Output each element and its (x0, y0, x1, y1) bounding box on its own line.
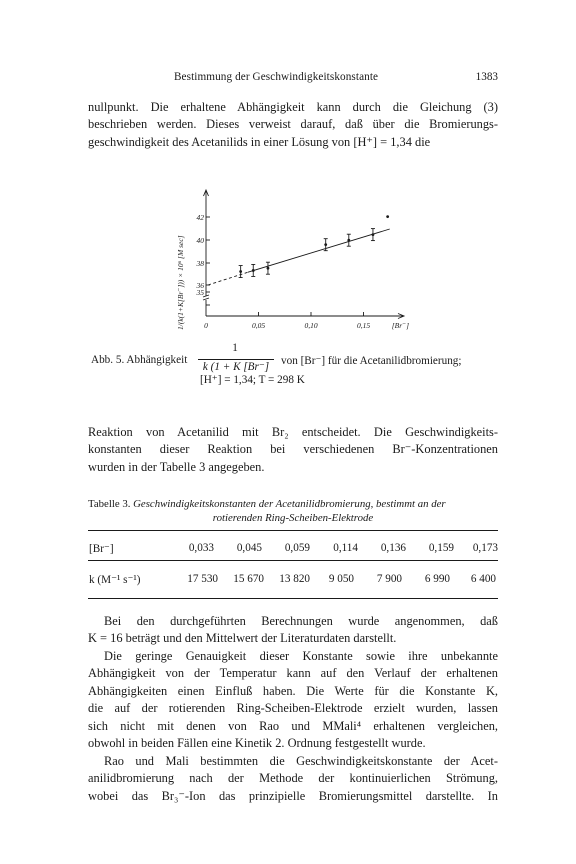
table-caption (88, 497, 498, 525)
caption-suffix: von [Br⁻] für die Acetanilidbromierung; (281, 355, 462, 367)
y-tick-label: 40 (196, 236, 204, 245)
running-header (88, 71, 498, 87)
paragraph-accuracy (88, 648, 498, 752)
table-cell: 0,059 (284, 542, 310, 554)
table-cell: 0,173 (472, 542, 498, 554)
y-tick-label: 35 (196, 288, 204, 297)
text-line: Die geringe Genauigkeit dieser Konstante sowie ihre unbekannte (104, 649, 498, 663)
table-rule-mid (88, 560, 498, 561)
page-number: 1383 (475, 71, 498, 83)
table-cell: 9 050 (328, 573, 354, 585)
table-row (88, 573, 498, 589)
x-axis-label: [Br⁻] (391, 321, 410, 330)
x-axis-arrow (398, 314, 404, 319)
table-cell: 0,045 (236, 542, 262, 554)
text-line: sich nicht mit denen von Rao und MMali⁴ erhaltenen vergleichen, (88, 718, 498, 733)
table-caption-text: rotierenden Ring-Scheiben-Elektrode (212, 512, 374, 524)
x-tick-label: 0,15 (356, 321, 371, 330)
data-point (324, 243, 327, 246)
table-cell: 15 670 (233, 573, 264, 585)
text-line: Abhängigkeit von der Temperatur kann auf den Verlauf der erhaltenen (88, 666, 498, 681)
data-point (267, 267, 270, 270)
y-tick-label: 42 (196, 213, 204, 222)
table-rule-top (88, 530, 498, 531)
paragraph-intro (88, 99, 498, 151)
paragraph-assumption (88, 613, 498, 648)
data-point (386, 215, 389, 218)
x-tick-label: 0,05 (251, 321, 266, 330)
text-line: die auf der rotierenden Ring-Scheiben-Elektrode erzielt wurden, lassen (88, 701, 498, 716)
table-caption-text: Geschwindigkeitskonstanten der Acetanilidbromierung, bestimmt an der (133, 498, 446, 510)
text-line: anilidbromierung nach der Methode der kontinuierlichen Strömung, (88, 771, 498, 786)
table-cell: 0,159 (428, 542, 454, 554)
x-tick-label: 0,10 (304, 321, 318, 330)
text-line: wurden in der Tabelle 3 angegeben. (88, 459, 265, 474)
table-cell: 0,114 (333, 542, 358, 554)
table-row-label: k (M⁻¹ s⁻¹) (89, 574, 141, 586)
data-point (252, 269, 255, 272)
text-line: Abhängigkeiten einen Einfluß haben. Die Werte für die Konstante K, (88, 683, 498, 698)
text-line: beschrieben werden. Dieses verweist darauf, daß über die Bromierungs- (88, 117, 498, 132)
table-cell: 13 820 (279, 573, 310, 585)
data-point (347, 239, 350, 242)
y-tick-label: 36 (196, 281, 204, 290)
text-line: Rao und Mali bestimmten die Geschwindigkeitskonstante der Acet- (104, 754, 498, 768)
caption-numerator: 1 (232, 342, 238, 354)
text-line: konstanten dieser Reaktion bei verschiedenen Br⁻-Konzentrationen (88, 442, 498, 457)
table-caption-prefix: Tabelle 3. (88, 498, 131, 510)
table-cell: 6 990 (424, 573, 450, 585)
text-line: nullpunkt. Die erhaltene Abhängigkeit kann durch die Gleichung (3) (88, 100, 498, 114)
fit-line (248, 229, 390, 272)
x-tick-label: 0 (204, 321, 208, 330)
caption-denominator: k (1 + K [Br⁻] (202, 361, 270, 373)
table-row-label: [Br⁻] (89, 543, 114, 555)
figure-caption (88, 338, 498, 388)
caption-prefix: Abb. 5. Abhängigkeit (91, 354, 188, 366)
paragraph-reaction (88, 424, 498, 476)
axis-break-mark (203, 298, 209, 300)
table-cell: 7 900 (376, 573, 402, 585)
text-line: wobei das Br₃⁻-Ion das prinzipielle Bromierungsmittel darstellte. In (88, 788, 498, 803)
table-row (88, 542, 498, 558)
text-line: Reaktion von Acetanilid mit Br₂ entscheidet. Die Geschwindigkeits- (88, 425, 498, 439)
paragraph-rao-mali (88, 753, 498, 805)
text-line: Bei den durchgeführten Berechnungen wurde angenommen, daß (104, 614, 498, 628)
caption-conditions: [H⁺] = 1,34; T = 298 K (200, 374, 305, 386)
data-point (372, 233, 375, 236)
text-line: K = 16 beträgt und den Mittelwert der Literaturdaten darstellt. (88, 631, 397, 646)
fit-line-dashed (208, 272, 248, 285)
data-point (239, 270, 242, 273)
table-cell: 6 400 (470, 573, 496, 585)
y-tick-label: 38 (196, 259, 204, 268)
y-axis-arrow (204, 190, 209, 196)
table-cell: 17 530 (187, 573, 218, 585)
table-rule-bottom (88, 598, 498, 599)
text-line: geschwindigkeit des Acetanilids in einer Lösung von [H⁺] = 1,34 die (88, 134, 431, 149)
axis-break-mark (203, 295, 209, 297)
table-cell: 0,136 (380, 542, 406, 554)
y-axis-label: 1/(k(1+K[Br⁻])) × 10⁶ [M sec] (176, 235, 185, 330)
text-line: obwohl in beiden Fällen eine Kinetik 2. Ordnung festgestellt wurde. (88, 736, 426, 751)
table-cell: 0,033 (188, 542, 214, 554)
running-title: Bestimmung der Geschwindigkeitskonstante (174, 71, 379, 83)
